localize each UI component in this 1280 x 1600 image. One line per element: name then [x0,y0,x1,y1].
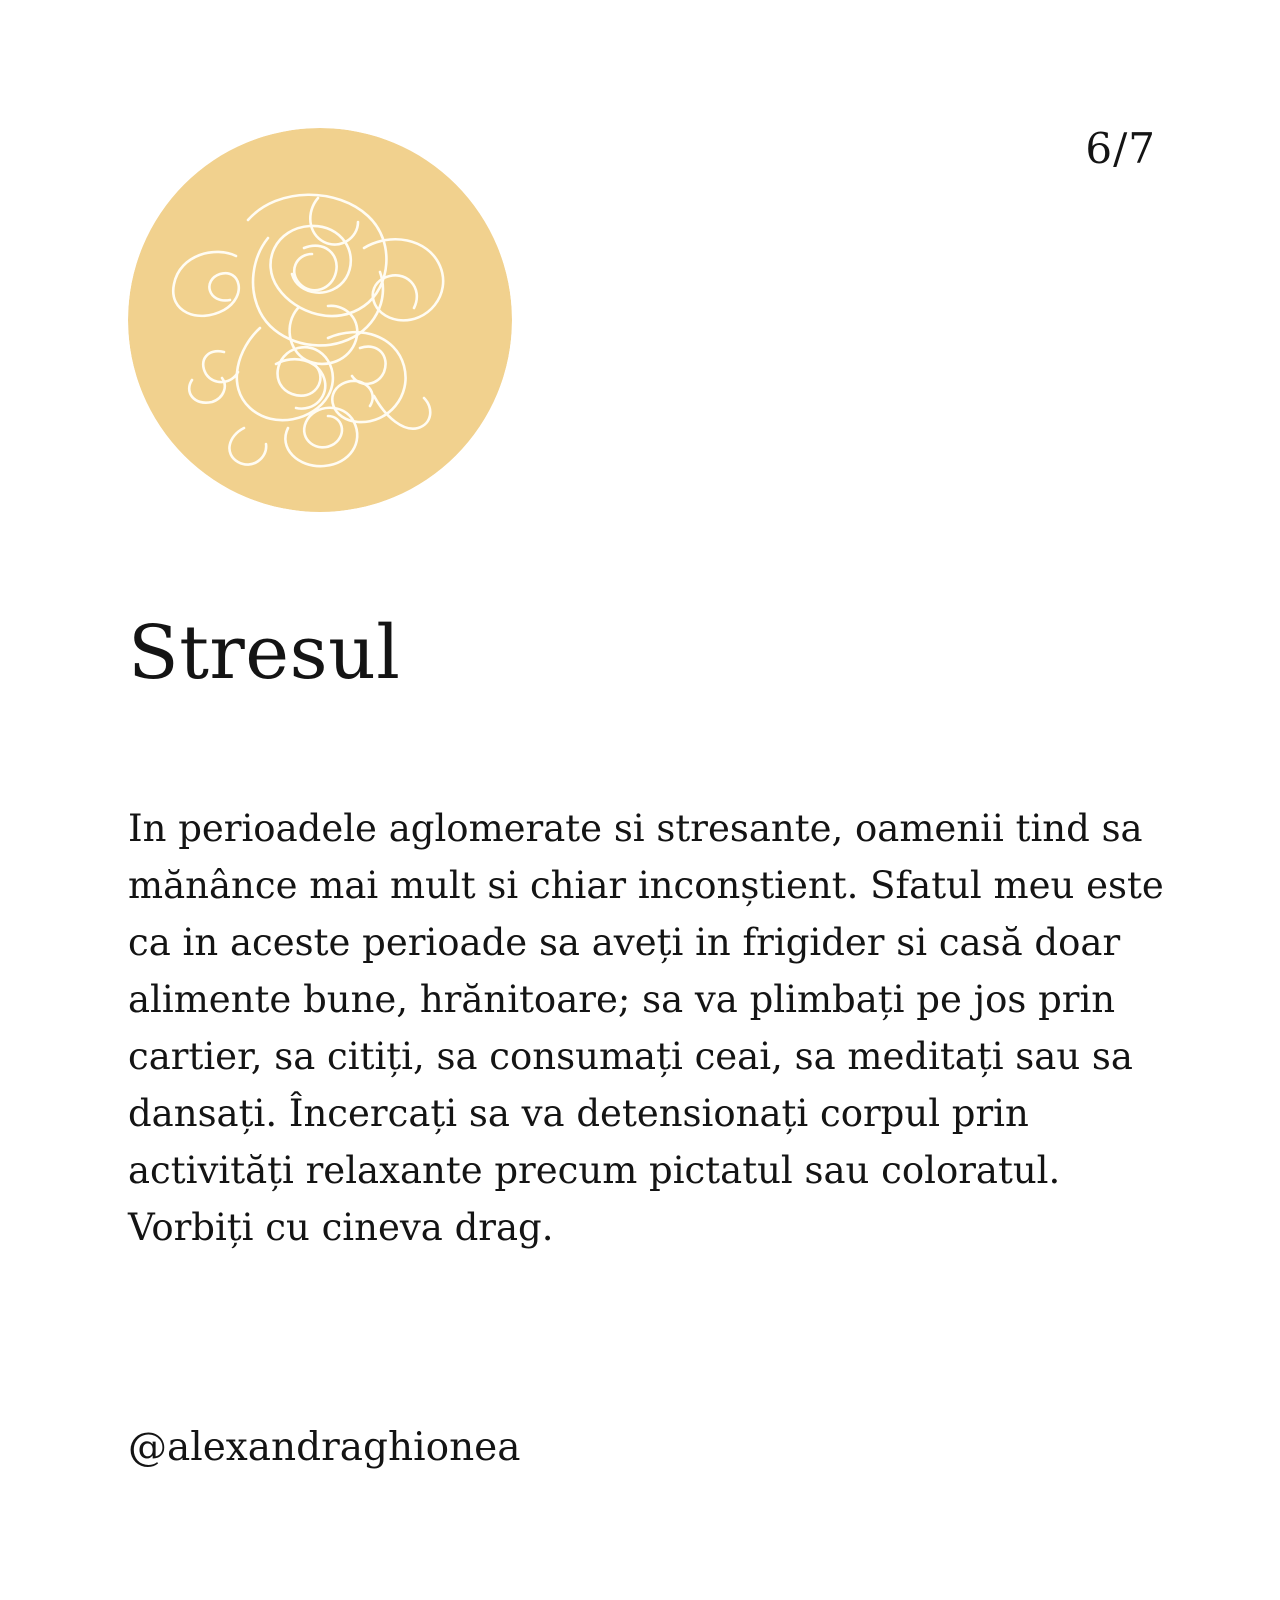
page-counter: 6/7 [1085,124,1156,173]
stress-scribble-illustration [128,128,512,512]
body-paragraph: In perioadele aglomerate si stresante, oamenii tind sa mănânce mai mult si chiar inconștient. Sfatul meu este ca in aceste perioade sa aveți in frigider si casă doar alimente bune, hrănitoare; sa va plimbați pe jos prin cartier, sa citiți, sa consumați ceai, sa meditați sau sa dansați. Încercați sa va detensionați corpul prin activități relaxante precum pictatul sau coloratul. Vorbiți cu cineva drag. [128,807,1164,1249]
page-title: Stresul [128,610,401,696]
scribble-tangle-icon [128,128,512,512]
illustration-background [128,128,512,512]
author-handle: @alexandraghionea [128,1425,521,1470]
